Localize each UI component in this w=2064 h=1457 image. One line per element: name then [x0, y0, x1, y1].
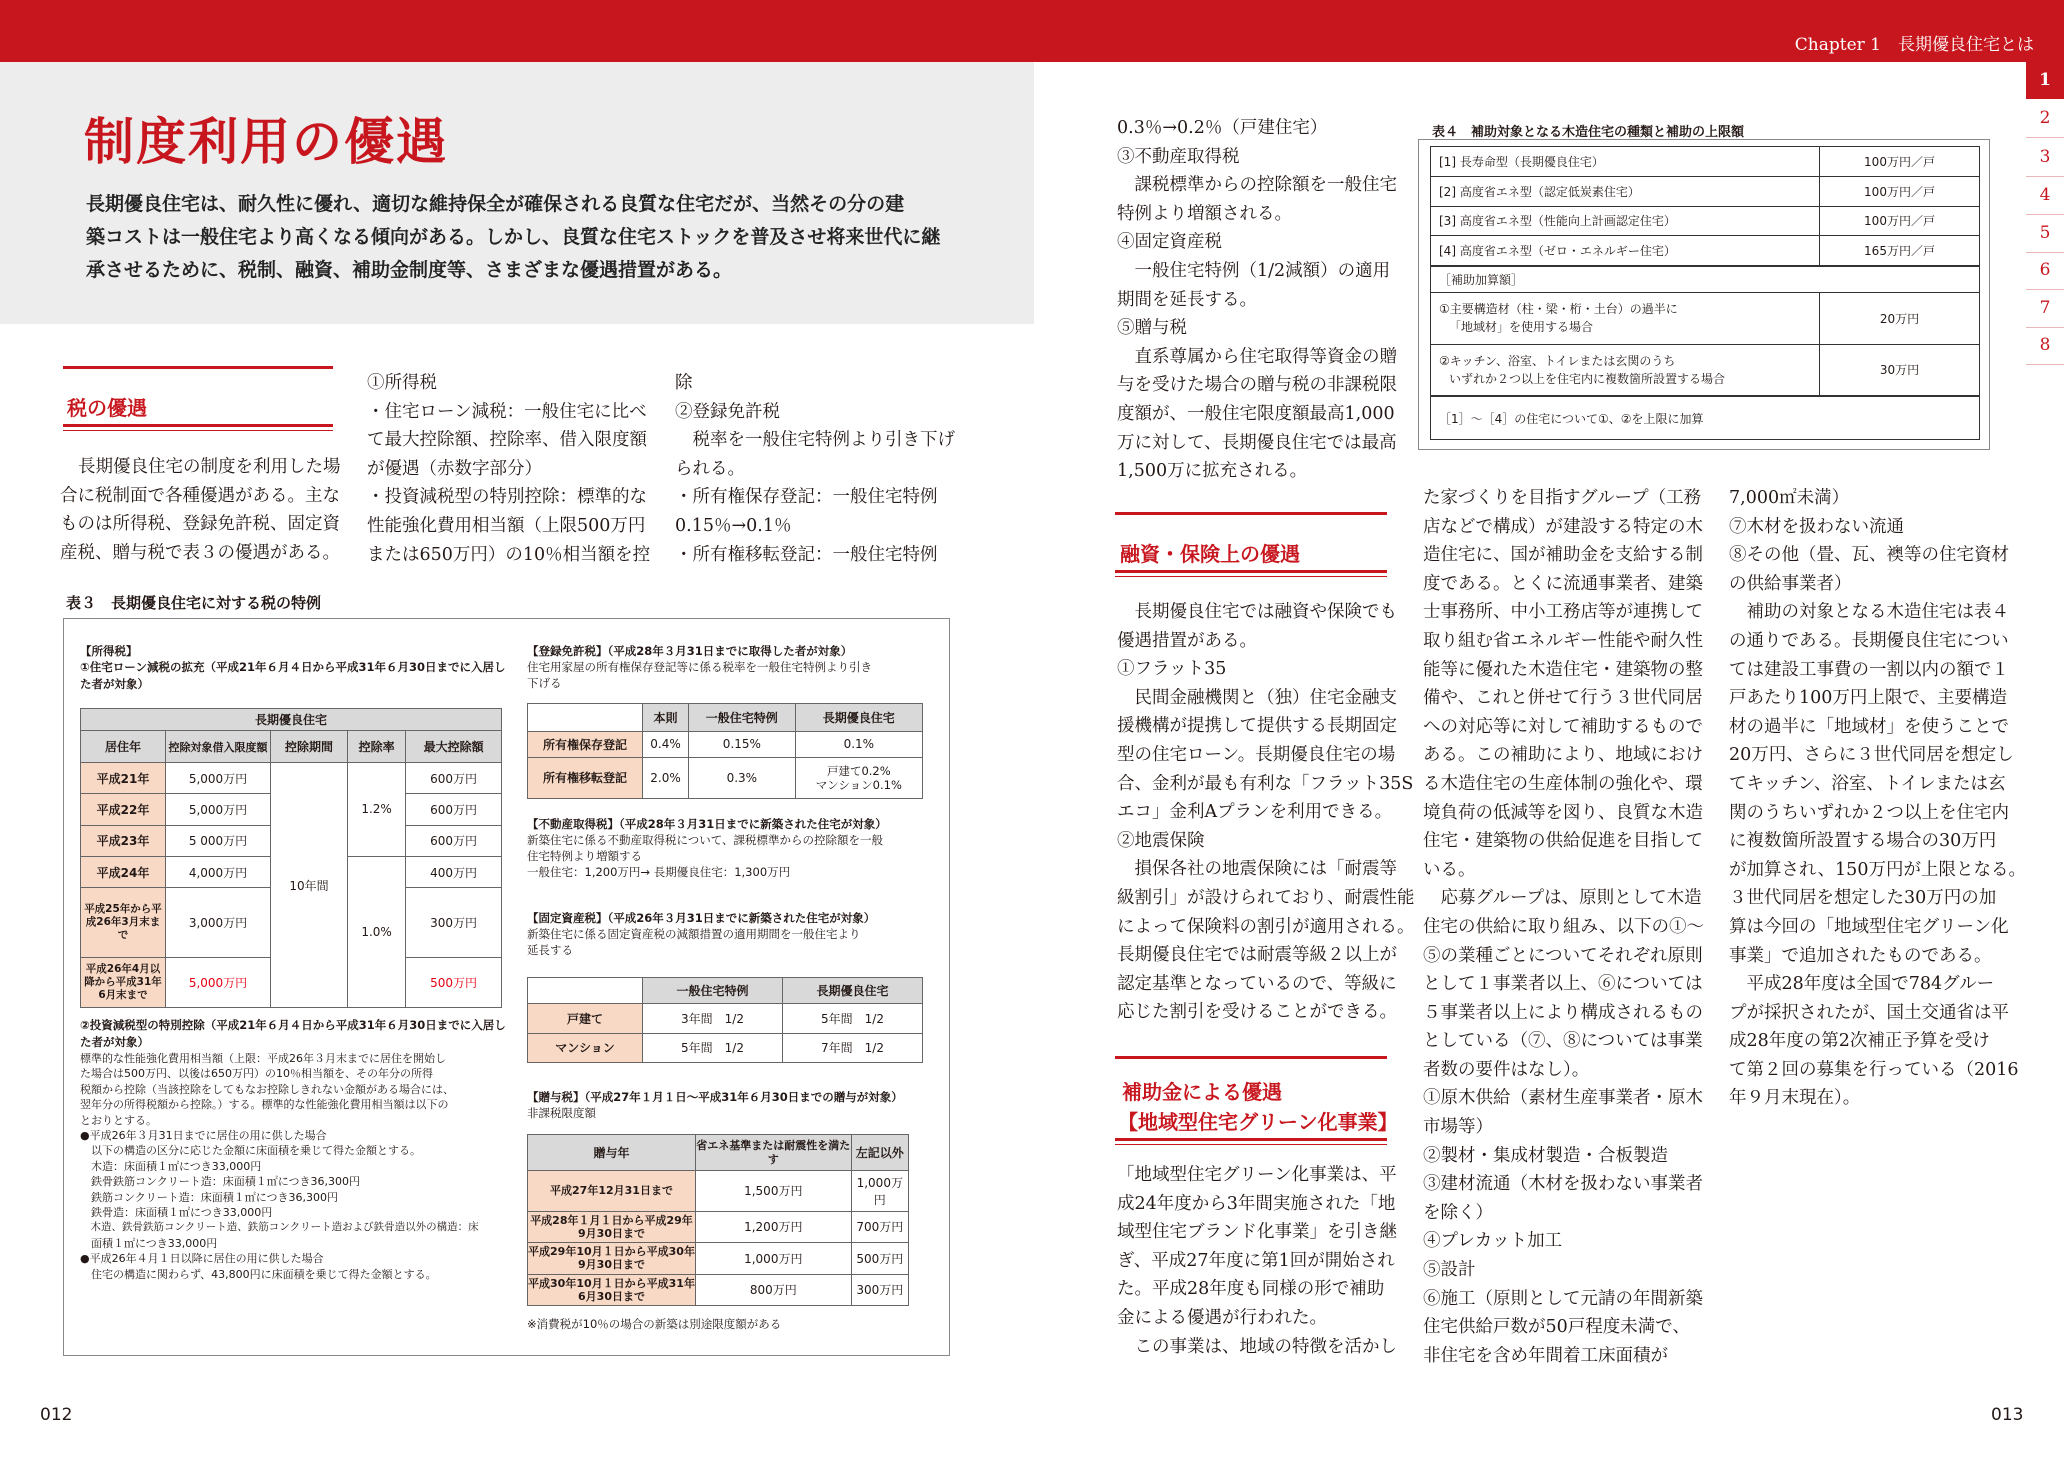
chapter-tab-7[interactable]: 7	[2039, 298, 2051, 318]
body-col-1: 長期優良住宅の制度を利用した場 合に税制面で各種優遇がある。主な ものは所得税、登録免許税、固定資 産税、贈与税で表３の優遇がある。	[60, 457, 341, 563]
rule	[63, 430, 333, 431]
rule	[63, 366, 333, 369]
rule	[1115, 1056, 1387, 1059]
table4-main: [1] 長寿命型（長期優良住宅） 100万円／戸 [2] 高度省エネ型（認定低炭素住宅） 100万円／戸 [3] 高度省エネ型（性能向上計画認定住宅） 100万円／戸 [4] 高度省エネ型（ゼロ・エネルギー住宅） 165万円／戸	[1430, 146, 1980, 266]
chapter-tab-2[interactable]: 2	[2039, 108, 2051, 128]
acquisition-tax-block: 【不動産取得税】（平成28年３月31日までに新築された住宅が対象） 新築住宅に係る不動産取得税について、課税標準からの控除額を一般 住宅特例より増額する 一般住宅：1,200万円→ 長期優良住宅：1,300万円	[527, 817, 887, 879]
chapter-tab-8[interactable]: 8	[2039, 335, 2051, 355]
body-col-2: ①所得税 ・住宅ローン減税：一般住宅に比べ て最大控除額、控除率、借入限度額 が優遇（赤数字部分） ・投資減税型の特別控除：標準的な 性能強化費用相当額（上限500万円 または650万円）の10％相当額を控	[367, 373, 651, 565]
page-number-right: 013	[1991, 1405, 2024, 1425]
page-title: 制度利用の優遇	[84, 112, 448, 171]
registration-tax-table: 本則 一般住宅特例 長期優良住宅 所有権保存登記 0.4% 0.15% 0.1% 所有権移転登記 2.0% 0.3% 戸建て0.2% マンション0.1%	[527, 703, 923, 799]
rule	[1115, 576, 1387, 577]
property-tax-table: 一般住宅特例 長期優良住宅 戸建て 3年間 1/2 5年間 1/2 マンション 5年間 1/2 7年間 1/2	[527, 977, 923, 1063]
chapter-tab-5[interactable]: 5	[2039, 223, 2051, 243]
body-col-4: 0.3％→0.2％（戸建住宅） ③不動産取得税 課税標準からの控除額を一般住宅 特例より増額される。 ④固定資産税 一般住宅特例（1/2減額）の適用 期間を延長する。 ⑤贈与税 直系尊属から住宅取得等資金の贈 与を受けた場合の贈与税の非課税限 度額が、一般住宅限度額最高1,000 万に対して、長期優良住宅では最高 1,500万に拡充される。	[1117, 118, 1397, 482]
rule	[1115, 512, 1387, 515]
rule	[1115, 570, 1387, 573]
rule	[1115, 1138, 1387, 1141]
body-col-5: 長期優良住宅では融資や保険でも 優遇措置がある。 ①フラット35 民間金融機関と（独）住宅金融支 援機構が提携して提供する長期固定 型の住宅ローン。長期優良住宅の場 合、金利が最も有利な「フラット35S エコ」金利Aプランを利用できる。 ②地震保険 損保各社の地震保険には「耐震等 級割引」が設けられており、耐震性能 によって保険料の割引が適用される。 長期優良住宅では耐震等級２以上が 認定基準となっているので、等級に 応じた割引を受けることができる。	[1117, 602, 1415, 1023]
tab-divider	[2026, 137, 2064, 138]
body-col-5b: 「地域型住宅グリーン化事業は、平 成24年度から3年間実施された「地 域型住宅ブランド化事業」を引き継 ぎ、平成27年度に第1回が開始され た。平成28年度も同様の形で補助 金による優遇が行われた。 この事業は、地域の特徴を活かし	[1117, 1165, 1397, 1357]
chapter-label: Chapter 1 長期優良住宅とは	[1794, 35, 2034, 55]
rule	[1115, 1144, 1387, 1145]
registration-tax-block: 【登録免許税】（平成28年３月31日までに取得した者が対象） 住宅用家屋の所有権保存登記等に係る税率を一般住宅特例より引き 下げる	[527, 644, 872, 690]
section-subsidy-sub: 【地域型住宅グリーン化事業】	[1118, 1110, 1398, 1134]
income-tax-block: 【所得税】 ①住宅ローン減税の拡充（平成21年６月４日から平成31年６月30日までに入居した者が対象）	[80, 644, 506, 691]
body-col-6: た家づくりを目指すグループ（工務 店などで構成）が建設する特定の木 造住宅に、国が補助金を支給する制 度である。とくに流通事業者、建築 士事務所、中小工務店等が連携して 取り組む省エネルギー性能や耐久性 能等に優れた木造住宅・建築物の整 備や、これと併せて行う３世代同居 への対応等に対して補助するもので ある。この補助により、地域におけ る木造住宅の生産体制の強化や、環 境負荷の低減等を図り、良質な木造 住宅・建築物の供給促進を目指して いる。 応募グループは、原則として木造 住宅の供給に取り組み、以下の①〜 ⑤の業種ごとについてそれぞれ原則 として１事業者以上、⑥については ５事業者以上により構成されるもの としている（⑦、⑧については事業 者数の要件はなし）。 ①原木供給（素材生産事業者・原木 市場等） ②製材・集成材製造・合板製造 ③建材流通（木材を扱わない事業者 を除く） ④プレカット加工 ⑤設計 ⑥施工（原則として元請の年間新築 住宅供給戸数が50戸程度未満で、 非住宅を含め年間着工床面積が	[1423, 488, 1705, 1366]
income-tax-table: 長期優良住宅 居住年 控除対象借入限度額 控除期間 控除率 最大控除額 平成21年 5,000万円 10年間 1.2% 600万円 平成22年 5,000万円 600万円 平成23年 5 000万円 600万円 平成24年 4,000万円 1.0% 400万円 平成25年から平成26年3月末まで 3,000万円 300万円 平成26年4月以降から平成31年6月末まで 5,000万円 500万円	[80, 708, 502, 1008]
gift-footnote: ※消費税が10％の場合の新築は別途限度額がある	[527, 1317, 782, 1331]
table4-caption: 表４ 補助対象となる木造住宅の種類と補助の上限額	[1432, 125, 1745, 140]
chapter-tab-3[interactable]: 3	[2039, 147, 2051, 167]
gift-tax-block: 【贈与税】（平成27年１月１日〜平成31年６月30日までの贈与が対象） 非課税限度額	[527, 1090, 903, 1120]
tab-divider	[2026, 364, 2064, 365]
chapter-tab-4[interactable]: 4	[2039, 185, 2051, 205]
section-finance: 融資・保険上の優遇	[1120, 542, 1300, 566]
header-bar	[0, 0, 2064, 62]
property-tax-block: 【固定資産税】（平成26年３月31日までに新築された住宅が対象） 新築住宅に係る固定資産税の減額措置の適用期間を一般住宅より 延長する	[527, 911, 876, 957]
section-tax: 税の優遇	[67, 396, 147, 420]
invest-block: ②投資減税型の特別控除（平成21年６月４日から平成31年６月30日までに入居した者が対象） 標準的な性能強化費用相当額（上限：平成26年３月末までに居住を開始し た場合は500万円、以後は650万円）の10％相当額を、その年分の所得 税額から控除（当該控除をしてもなお控除しきれない金額がある場合には、 翌年分の所得税額から控除。）する。標準的な性能強化費用相当額は以下の とおりとする。 ●平成26年３月31日までに居住の用に供した場合 以下の構造の区分に応じた金額に床面積を乗じて得た金額とする。 木造：床面積１㎡につき33,000円 鉄骨鉄筋コンクリート造：床面積１㎡につき36,300円 鉄筋コンクリート造：床面積１㎡につき36,300円 鉄骨造：床面積１㎡につき33,000円 木造、鉄骨鉄筋コンクリート造、鉄筋コンクリート造および鉄骨造以外の構造：床 面積１㎡につき33,000円 ●平成26年４月１日以降に居住の用に供した場合 住宅の構造に関わらず、43,800円に床面積を乗じて得た金額とする。	[80, 1018, 506, 1281]
chapter-tab-1[interactable]: 1	[2026, 62, 2064, 99]
table3-caption: 表３ 長期優良住宅に対する税の特例	[66, 594, 322, 612]
table4-foot: ［1］〜［4］の住宅について①、②を上限に加算	[1430, 396, 1980, 440]
body-col-3: 除 ②登録免許税 税率を一般住宅特例より引き下げ られる。 ・所有権保存登記：一般住宅特例 0.15％→0.1％ ・所有権移転登記：一般住宅特例	[675, 373, 955, 565]
rule	[63, 424, 333, 427]
page-number-left: 012	[40, 1405, 73, 1425]
body-col-7: 7,000㎡未満） ⑦木材を扱わない流通 ⑧その他（畳、瓦、襖等の住宅資材 の供給事業者） 補助の対象となる木造住宅は表４ の通りである。長期優良住宅につい ては建設工事費の一割以内の額で１ 戸あたり100万円上限で、主要構造 材の過半に「地域材」を使うことで 20万円、さらに３世代同居を想定し てキッチン、浴室、トイレまたは玄 関のうちいずれか２つ以上を住宅内 に複数箇所設置する場合の30万円 が加算され、150万円が上限となる。 ３世代同居を想定した30万円の加 算は今回の「地域型住宅グリーン化 事業」で追加されたものである。 平成28年度は全国で784グルー プが採択されたが、国土交通省は平 成28年度の第2次補正予算を受け て第２回の募集を行っている（2016 年９月末現在）。	[1729, 488, 2026, 1109]
section-subsidy: 補助金による優遇	[1122, 1080, 1282, 1104]
table4-additions: ［補助加算額］ ①主要構造材（柱・梁・桁・土台）の過半に 「地域材」を使用する場合 20万円 ②キッチン、浴室、トイレまたは玄関のうち いずれか２つ以上を住宅内に複数箇所設置する場合 30万円	[1430, 266, 1980, 396]
lead-text: 長期優良住宅は、耐久性に優れ、適切な維持保全が確保される良質な住宅だが、当然その分の建 築コストは一般住宅より高くなる傾向がある。しかし、良質な住宅ストックを普及させ将来世代に継 承させるために、税制、融資、補助金制度等、さまざまな優遇措置がある。	[86, 193, 941, 281]
chapter-tab-6[interactable]: 6	[2039, 260, 2051, 280]
gift-tax-table: 贈与年 省エネ基準または耐震性を満たす 左記以外 平成27年12月31日まで 1,500万円 1,000万円 平成28年１月１日から平成29年9月30日まで 1,200万円 700万円 平成29年10月１日から平成30年9月30日まで 1,000万円 500万円 平成30年10月１日から平成31年6月30日まで 800万円 300万円	[527, 1134, 909, 1306]
